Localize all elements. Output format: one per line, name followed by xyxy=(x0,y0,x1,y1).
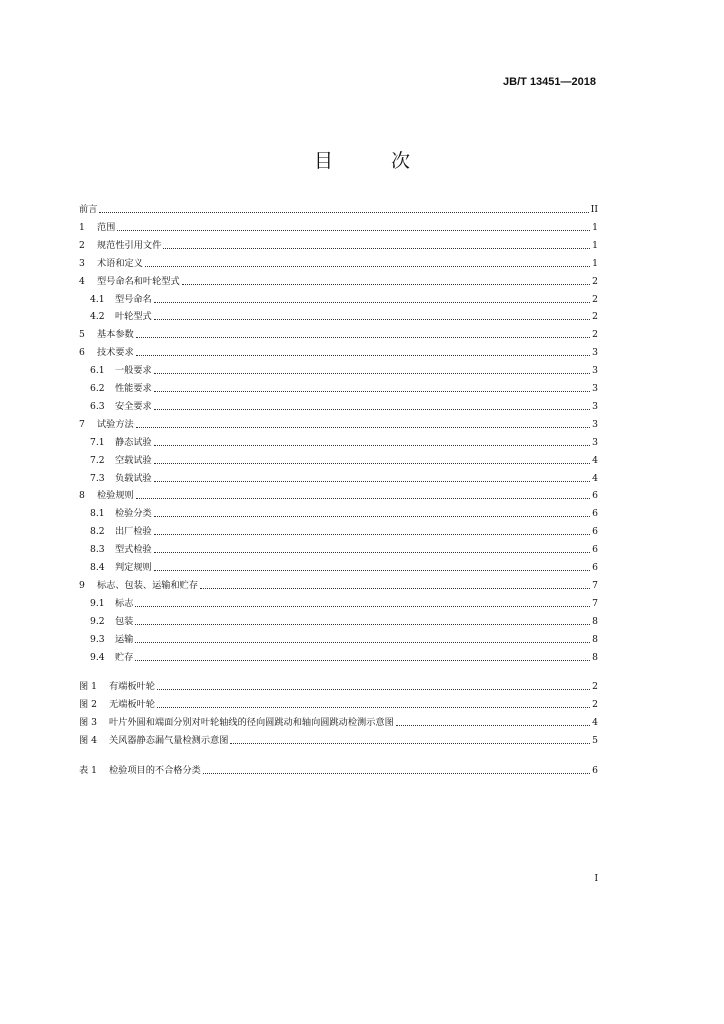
dot-leader xyxy=(145,265,590,267)
toc-entry-title: 技术要求 xyxy=(97,347,134,359)
toc-entry[interactable] xyxy=(79,292,598,306)
toc-entry-number: 6.2 xyxy=(90,383,105,394)
dot-leader xyxy=(135,641,590,643)
dot-leader xyxy=(203,772,590,774)
toc-entry-title: 标志 xyxy=(115,597,134,609)
dot-leader xyxy=(154,551,590,553)
toc-entry-number: 7 xyxy=(79,418,85,430)
toc-entry-page: 6 xyxy=(592,544,598,556)
toc-entry-number: 5 xyxy=(79,329,85,341)
toc-entry[interactable] xyxy=(79,471,598,485)
toc-entry-number: 图 1 xyxy=(79,681,97,693)
toc-entry-title: 标志、包装、运输和贮存 xyxy=(97,579,199,591)
dot-leader xyxy=(135,659,590,661)
dot-leader xyxy=(182,283,590,285)
toc-entry-title: 负载试验 xyxy=(115,472,152,484)
toc-entry[interactable] xyxy=(79,309,598,323)
toc-entry-page: 1 xyxy=(592,239,598,251)
toc-entry[interactable] xyxy=(79,256,598,270)
toc-entry-title: 检验项目的不合格分类 xyxy=(109,765,201,776)
toc-entry-title: 基本参数 xyxy=(97,329,134,341)
toc-entry-title: 空载试验 xyxy=(115,454,152,466)
dot-leader xyxy=(154,569,590,571)
dot-leader xyxy=(136,497,590,499)
toc-entry[interactable] xyxy=(79,488,598,502)
toc-entry-title: 前言 xyxy=(79,204,98,215)
toc-entry-page: 6 xyxy=(592,508,598,520)
toc-entry[interactable] xyxy=(79,453,598,467)
toc-entry-number: 6.3 xyxy=(90,400,105,412)
dot-leader xyxy=(135,605,590,607)
dot-leader xyxy=(396,724,590,726)
toc-entry-title: 试验方法 xyxy=(97,418,134,430)
toc-entry-number: 7.2 xyxy=(90,454,105,466)
toc-entry-title: 安全要求 xyxy=(115,400,152,412)
toc-entry[interactable] xyxy=(79,614,598,628)
toc-entry-title: 型号命名和叶轮型式 xyxy=(97,275,180,287)
page-number: I xyxy=(594,874,598,884)
dot-leader xyxy=(136,426,590,428)
dot-leader xyxy=(230,742,590,744)
toc-entry-title: 检验分类 xyxy=(115,508,152,520)
toc-entry-page: 2 xyxy=(592,699,598,711)
dot-leader xyxy=(154,301,590,303)
dot-leader xyxy=(157,688,590,690)
toc-entry-number: 图 2 xyxy=(79,699,97,711)
toc-entry[interactable] xyxy=(79,524,598,538)
toc-entry[interactable] xyxy=(79,417,598,431)
toc-entry-title: 无端板叶轮 xyxy=(109,699,155,711)
toc-entry-page: 1 xyxy=(592,257,598,269)
toc-entry-page: 4 xyxy=(592,472,598,484)
toc-entry-page: 6 xyxy=(592,526,598,538)
toc-entry[interactable] xyxy=(79,650,598,664)
toc-entry[interactable] xyxy=(79,220,598,234)
toc-entry-title: 型式检验 xyxy=(115,544,152,556)
toc-entry[interactable] xyxy=(79,715,598,729)
dot-leader xyxy=(117,229,590,231)
dot-leader xyxy=(154,515,590,517)
toc-entry[interactable] xyxy=(79,560,598,574)
toc-entry[interactable] xyxy=(79,763,598,777)
toc-entry-page: 8 xyxy=(592,615,598,627)
toc-entry-number: 图 4 xyxy=(79,735,97,747)
toc-entry-number: 3 xyxy=(79,257,85,269)
toc-entry-number: 9.3 xyxy=(90,633,105,645)
toc-entry-title: 关风器静态漏气量检测示意图 xyxy=(109,735,229,747)
toc-entry-number: 9.2 xyxy=(90,615,105,627)
dot-leader xyxy=(136,354,590,356)
toc-entry-number: 8.4 xyxy=(90,562,105,573)
toc-entry-number: 9.4 xyxy=(90,651,105,663)
toc-entry-title: 叶片外圆和端面分别对叶轮轴线的径向圆跳动和轴向圆跳动检测示意图 xyxy=(109,717,394,729)
toc-entry[interactable] xyxy=(79,345,598,359)
toc-entry-number: 7.3 xyxy=(90,472,105,484)
toc-entry-number: 9.1 xyxy=(90,597,105,609)
toc-entry-page: 2 xyxy=(592,681,598,693)
toc-entry-page: 3 xyxy=(592,365,598,377)
toc-entry-number: 表 1 xyxy=(79,765,97,776)
toc-entry-page: 3 xyxy=(592,383,598,394)
toc-entry-page: 3 xyxy=(592,400,598,412)
dot-leader xyxy=(154,444,590,446)
dot-leader xyxy=(135,623,590,625)
toc-entry-page: 2 xyxy=(592,275,598,287)
dot-leader xyxy=(136,336,590,338)
dot-leader xyxy=(200,587,590,589)
dot-leader xyxy=(154,372,590,374)
toc-entry-number: 9 xyxy=(79,579,85,591)
toc-entry-page: 2 xyxy=(592,329,598,341)
standard-code: JB/T 13451—2018 xyxy=(503,76,596,88)
toc-entry[interactable] xyxy=(79,274,598,288)
toc-entry-title: 术语和定义 xyxy=(97,257,143,269)
toc-entry-number: 4.1 xyxy=(90,293,105,305)
toc-entry[interactable] xyxy=(79,506,598,520)
toc-entry[interactable] xyxy=(79,435,598,449)
dot-leader xyxy=(154,533,590,535)
toc-entry-page: II xyxy=(590,204,598,215)
toc-entry-title: 包装 xyxy=(115,615,134,627)
toc-entry-page: 8 xyxy=(592,651,598,663)
toc-entry[interactable] xyxy=(79,381,598,395)
toc-entry-page: 3 xyxy=(592,418,598,430)
toc-entry[interactable] xyxy=(79,733,598,747)
toc-entry-page: 6 xyxy=(592,490,598,502)
toc-entry-title: 贮存 xyxy=(115,651,134,663)
toc-entry-number: 6 xyxy=(79,347,85,359)
toc-entry-page: 3 xyxy=(592,436,598,448)
toc-entry-page: 4 xyxy=(592,454,598,466)
toc-entry-page: 3 xyxy=(592,347,598,359)
toc-entry-title: 规范性引用文件 xyxy=(97,239,162,251)
toc-entry[interactable] xyxy=(79,632,598,646)
toc-entry-page: 8 xyxy=(592,633,598,645)
toc-entry-number: 4 xyxy=(79,275,85,287)
toc-entry-title: 有端板叶轮 xyxy=(109,681,155,693)
toc-entry-number: 4.2 xyxy=(90,311,105,323)
toc-entry[interactable] xyxy=(79,238,598,252)
toc-title: 目 次 xyxy=(313,150,437,172)
toc-entry-title: 性能要求 xyxy=(115,383,152,394)
dot-leader xyxy=(154,390,590,392)
toc-entry-page: 7 xyxy=(592,579,598,591)
toc-entry-title: 判定规则 xyxy=(115,562,152,573)
toc-entry[interactable] xyxy=(79,679,598,693)
toc-entry-number: 图 3 xyxy=(79,717,97,729)
dot-leader xyxy=(154,480,590,482)
toc-entry-page: 1 xyxy=(592,221,598,233)
toc-entry-number: 8.1 xyxy=(90,508,105,520)
toc-entry-title: 一般要求 xyxy=(115,365,152,377)
dot-leader xyxy=(157,706,590,708)
toc-entry-number: 7.1 xyxy=(90,436,105,448)
toc-entry-page: 2 xyxy=(592,293,598,305)
toc-entry-page: 4 xyxy=(592,717,598,729)
toc-entry[interactable] xyxy=(79,399,598,413)
dot-leader xyxy=(154,318,590,320)
toc-entry-page: 6 xyxy=(592,562,598,573)
toc-entry-number: 8.3 xyxy=(90,544,105,556)
toc-entry-title: 叶轮型式 xyxy=(115,311,152,323)
toc-entry[interactable] xyxy=(79,578,598,592)
toc-entry-number: 1 xyxy=(79,221,85,233)
toc-entry[interactable] xyxy=(79,596,598,610)
toc-entry-title: 检验规则 xyxy=(97,490,134,502)
toc-entry[interactable] xyxy=(79,542,598,556)
toc-entry-number: 2 xyxy=(79,239,85,251)
toc-entry-title: 静态试验 xyxy=(115,436,152,448)
dot-leader xyxy=(154,462,590,464)
toc-entry-title: 出厂检验 xyxy=(115,526,152,538)
toc-entry[interactable] xyxy=(79,697,598,711)
toc-entry-title: 运输 xyxy=(115,633,134,645)
toc-entry-title: 型号命名 xyxy=(115,293,152,305)
toc-entry-page: 2 xyxy=(592,311,598,323)
dot-leader xyxy=(99,211,588,213)
toc-entry-number: 8 xyxy=(79,490,85,502)
toc-entry-page: 5 xyxy=(592,735,598,747)
dot-leader xyxy=(154,408,590,410)
toc-entry-number: 6.1 xyxy=(90,365,105,377)
toc-entry-title: 范围 xyxy=(97,221,116,233)
toc-entry[interactable] xyxy=(79,363,598,377)
toc-entry-page: 7 xyxy=(592,597,598,609)
toc-entry[interactable] xyxy=(79,327,598,341)
toc-entry-number: 8.2 xyxy=(90,526,105,538)
toc-entry[interactable] xyxy=(79,202,598,216)
toc-entry-page: 6 xyxy=(592,765,598,776)
dot-leader xyxy=(163,247,590,249)
